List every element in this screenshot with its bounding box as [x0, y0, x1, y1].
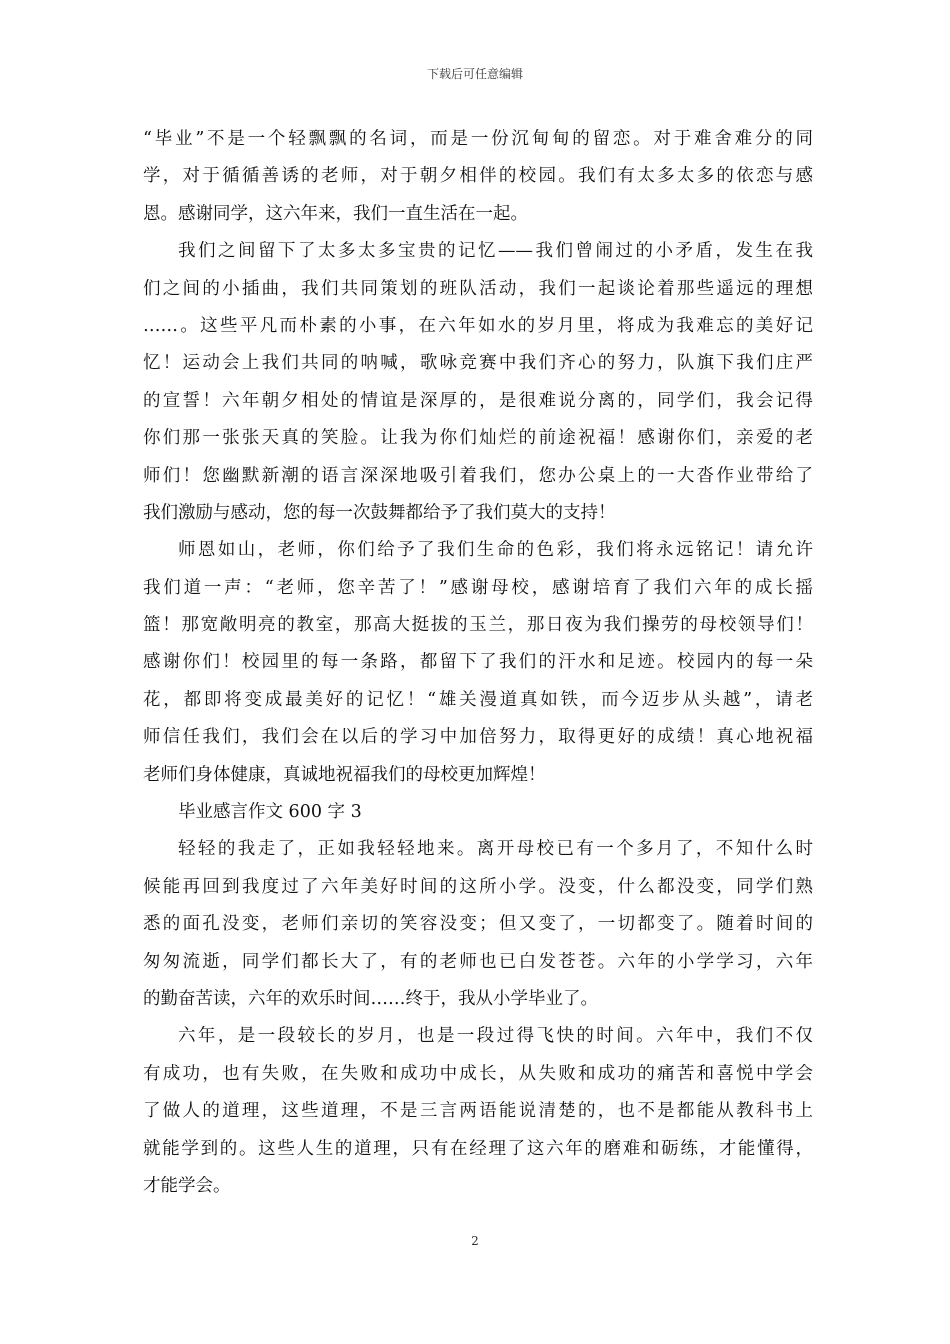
text-line: 忆！运动会上我们共同的呐喊，歌咏竞赛中我们齐心的努力，队旗下我们庄严 [143, 353, 813, 374]
document-body [143, 121, 813, 1205]
text-line: 六年，是一段较长的岁月，也是一段过得飞快的时间。六年中，我们不仅 [178, 1026, 813, 1047]
text-line: 毕业感言作文 600 字 3 [178, 802, 362, 823]
text-line: 你们那一张张天真的笑脸。让我为你们灿烂的前途祝福！感谢你们，亲爱的老 [143, 428, 813, 449]
text-line: 就能学到的。这些人生的道理，只有在经理了这六年的磨难和砺练，才能懂得， [143, 1138, 813, 1159]
text-line: 候能再回到我度过了六年美好时间的这所小学。没变，什么都没变，同学们熟 [143, 876, 813, 897]
text-line: 师恩如山，老师，你们给予了我们生命的色彩，我们将永远铭记！请允许 [178, 540, 813, 561]
text-line: 我们道一声：“老师，您辛苦了！”感谢母校，感谢培育了我们六年的成长摇 [143, 577, 813, 598]
text-line: 我们激励与感动，您的每一次鼓舞都给予了我们莫大的支持！ [143, 502, 616, 523]
text-line: 师们！您幽默新潮的语言深深地吸引着我们，您办公桌上的一大沓作业带给了 [143, 465, 813, 486]
text-line: ……。这些平凡而朴素的小事，在六年如水的岁月里，将成为我难忘的美好记 [143, 315, 813, 336]
text-line: 有成功，也有失败，在失败和成功中成长，从失败和成功的痛苦和喜悦中学会 [143, 1063, 813, 1084]
text-line: 师信任我们，我们会在以后的学习中加倍努力，取得更好的成绩！真心地祝福 [143, 727, 813, 748]
text-line: “毕业”不是一个轻飘飘的名词，而是一份沉甸甸的留恋。对于难舍难分的同 [143, 129, 813, 149]
text-line: 老师们身体健康，真诚地祝福我们的母校更加辉煌！ [143, 764, 546, 785]
text-line: 感谢你们！校园里的每一条路，都留下了我们的汗水和足迹。校园内的每一朵 [143, 652, 813, 673]
text-line: 的宣誓！六年朝夕相处的情谊是深厚的，是很难说分离的，同学们，我会记得 [143, 390, 813, 411]
text-line: 的勤奋苦读，六年的欢乐时间……终于，我从小学毕业了。 [143, 988, 598, 1009]
text-line: 匆匆流逝，同学们都长大了，有的老师也已白发苍苍。六年的小学学习，六年 [143, 951, 813, 972]
text-line: 我们之间留下了太多太多宝贵的记忆——我们曾闹过的小矛盾，发生在我 [178, 241, 813, 262]
text-line: 花，都即将变成最美好的记忆！“雄关漫道真如铁，而今迈步从头越”，请老 [143, 689, 813, 710]
text-line: 悉的面孔没变，老师们亲切的笑容没变；但又变了，一切都变了。随着时间的 [143, 914, 813, 935]
page-header: 下载后可任意编辑 [426, 67, 523, 81]
text-line: 了做人的道理，这些道理，不是三言两语能说清楚的，也不是都能从教科书上 [143, 1101, 813, 1122]
text-line: 轻轻的我走了，正如我轻轻地来。离开母校已有一个多月了，不知什么时 [178, 839, 813, 860]
text-line: 们之间的小插曲，我们共同策划的班队活动，我们一起谈论着那些遥远的理想 [143, 278, 813, 299]
text-line: 才能学会。 [143, 1175, 231, 1196]
page-number: 2 [471, 1234, 479, 1248]
text-line: 篮！那宽敞明亮的教室，那高大挺拔的玉兰，那日夜为我们操劳的母校领导们！ [143, 615, 813, 636]
text-line: 恩。感谢同学，这六年来，我们一直生活在一起。 [143, 203, 528, 224]
text-line: 学，对于循循善诱的老师，对于朝夕相伴的校园。我们有太多太多的依恋与感 [143, 166, 813, 187]
